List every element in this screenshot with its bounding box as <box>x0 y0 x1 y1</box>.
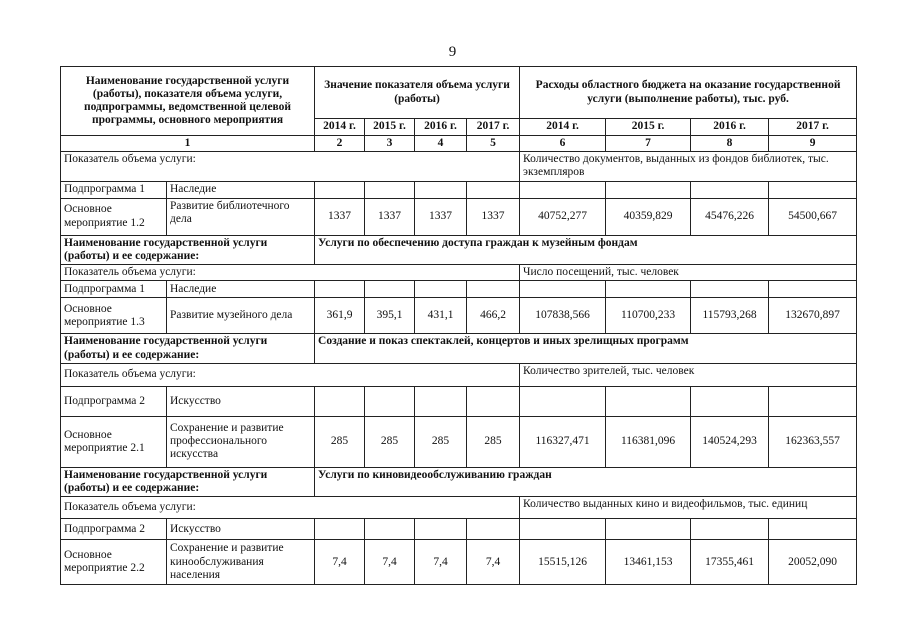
activity-name: Сохранение и развитие кинообслуживания населения <box>167 540 315 585</box>
value-cell: 40359,829 <box>606 198 691 235</box>
subprogram-label: Подпрограмма 1 <box>61 281 167 298</box>
value-cell: 395,1 <box>365 298 415 334</box>
value-cell: 116381,096 <box>606 416 691 467</box>
value-cell: 20052,090 <box>769 540 857 585</box>
activity-row <box>61 298 857 334</box>
service-label: Наименование государственной услуги (работы) и ее содержание: <box>61 467 315 496</box>
value-cell: 466,2 <box>467 298 520 334</box>
subprogram-row <box>61 519 857 540</box>
value-cell: 285 <box>315 416 365 467</box>
service-label: Наименование государственной услуги (работы) и ее содержание: <box>61 334 315 363</box>
value-cell: 45476,226 <box>691 198 769 235</box>
subprogram-row <box>61 181 857 198</box>
subprogram-label: Подпрограмма 1 <box>61 181 167 198</box>
value-cell: 1337 <box>467 198 520 235</box>
value-cell: 7,4 <box>365 540 415 585</box>
indicator-label: Показатель объема услуги: <box>61 363 520 386</box>
indicator-label: Показатель объема услуги: <box>61 497 520 519</box>
value-cell: 116327,471 <box>520 416 606 467</box>
value-cell: 13461,153 <box>606 540 691 585</box>
column-number: 6 <box>520 136 606 152</box>
year-cell: 2017 г. <box>769 119 857 136</box>
activity-row <box>61 416 857 467</box>
value-cell: 110700,233 <box>606 298 691 334</box>
subprogram-label: Подпрограмма 2 <box>61 386 167 416</box>
activity-row <box>61 198 857 235</box>
subprogram-name: Искусство <box>167 519 315 540</box>
column-number: 8 <box>691 136 769 152</box>
year-cell: 2016 г. <box>691 119 769 136</box>
subprogram-name: Наследие <box>167 181 315 198</box>
year-cell: 2015 г. <box>606 119 691 136</box>
value-cell: 162363,557 <box>769 416 857 467</box>
service-row <box>61 467 857 496</box>
value-cell: 7,4 <box>315 540 365 585</box>
page-number: 9 <box>448 44 457 60</box>
indicator-row <box>61 497 857 519</box>
column-number: 9 <box>769 136 857 152</box>
value-cell: 285 <box>365 416 415 467</box>
value-cell: 1337 <box>365 198 415 235</box>
service-row <box>61 235 857 264</box>
activity-label: Основное мероприятие 1.3 <box>61 298 167 334</box>
value-cell: 54500,667 <box>769 198 857 235</box>
indicator-label: Показатель объема услуги: <box>61 152 520 181</box>
activity-label: Основное мероприятие 2.1 <box>61 416 167 467</box>
budget-table <box>60 66 857 585</box>
year-cell: 2015 г. <box>365 119 415 136</box>
activity-label: Основное мероприятие 1.2 <box>61 198 167 235</box>
subprogram-name: Искусство <box>167 386 315 416</box>
value-cell: 285 <box>415 416 467 467</box>
value-cell: 132670,897 <box>769 298 857 334</box>
column-number: 2 <box>315 136 365 152</box>
value-cell: 140524,293 <box>691 416 769 467</box>
value-cell: 1337 <box>415 198 467 235</box>
indicator-row <box>61 265 857 281</box>
subprogram-name: Наследие <box>167 281 315 298</box>
column-numbers-row <box>61 136 857 152</box>
subprogram-label: Подпрограмма 2 <box>61 519 167 540</box>
activity-name: Развитие библиотечного дела <box>167 198 315 235</box>
value-cell: 107838,566 <box>520 298 606 334</box>
header-volume: Значение показателя объема услуги (работы) <box>315 67 520 119</box>
header-expense: Расходы областного бюджета на оказание государственной услуги (выполнение работы), тыс. руб. <box>520 67 857 119</box>
indicator-value: Количество выданных кино и видеофильмов, тыс. единиц <box>520 497 857 519</box>
indicator-value: Число посещений, тыс. человек <box>520 265 857 281</box>
value-cell: 285 <box>467 416 520 467</box>
header-row <box>61 67 857 119</box>
indicator-row <box>61 152 857 181</box>
service-value: Услуги по обеспечению доступа граждан к музейным фондам <box>315 235 857 264</box>
service-value: Создание и показ спектаклей, концертов и иных зрелищных программ <box>315 334 857 363</box>
value-cell: 7,4 <box>415 540 467 585</box>
column-number: 5 <box>467 136 520 152</box>
activity-name: Сохранение и развитие профессионального искусства <box>167 416 315 467</box>
value-cell: 40752,277 <box>520 198 606 235</box>
year-cell: 2014 г. <box>520 119 606 136</box>
value-cell: 15515,126 <box>520 540 606 585</box>
column-number: 7 <box>606 136 691 152</box>
activity-name: Развитие музейного дела <box>167 298 315 334</box>
value-cell: 431,1 <box>415 298 467 334</box>
indicator-value: Количество документов, выданных из фондов библиотек, тыс. экземпляров <box>520 152 857 181</box>
value-cell: 361,9 <box>315 298 365 334</box>
indicator-value: Количество зрителей, тыс. человек <box>520 363 857 386</box>
activity-label: Основное мероприятие 2.2 <box>61 540 167 585</box>
value-cell: 1337 <box>315 198 365 235</box>
subprogram-row <box>61 386 857 416</box>
activity-row <box>61 540 857 585</box>
header-name: Наименование государственной услуги (работы), показателя объема услуги, подпрограммы, ведомственной целевой программы, основного мероприятия <box>61 67 315 136</box>
value-cell: 7,4 <box>467 540 520 585</box>
service-value: Услуги по киновидеообслуживанию граждан <box>315 467 857 496</box>
year-cell: 2014 г. <box>315 119 365 136</box>
indicator-label: Показатель объема услуги: <box>61 265 520 281</box>
year-cell: 2016 г. <box>415 119 467 136</box>
column-number: 3 <box>365 136 415 152</box>
column-number: 1 <box>61 136 315 152</box>
indicator-row <box>61 363 857 386</box>
value-cell: 115793,268 <box>691 298 769 334</box>
value-cell: 17355,461 <box>691 540 769 585</box>
service-label: Наименование государственной услуги (работы) и ее содержание: <box>61 235 315 264</box>
column-number: 4 <box>415 136 467 152</box>
year-cell: 2017 г. <box>467 119 520 136</box>
subprogram-row <box>61 281 857 298</box>
service-row <box>61 334 857 363</box>
